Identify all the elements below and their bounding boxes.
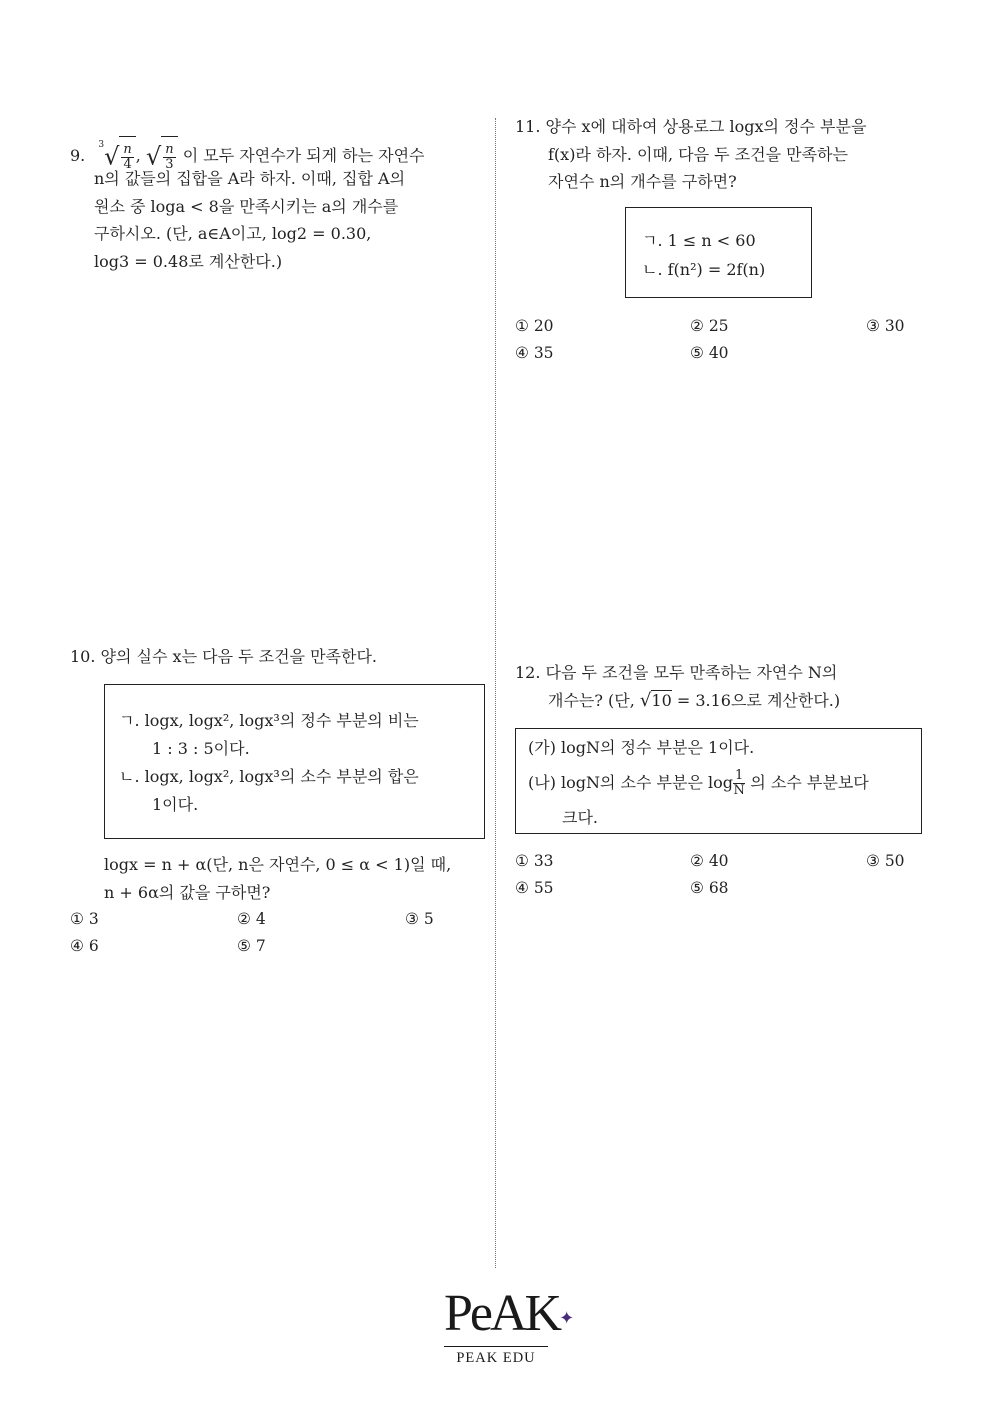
- q9-line2: n의 값들의 집합을 A라 하자. 이때, 집합 A의: [94, 169, 406, 188]
- q9-number: 9.: [70, 146, 86, 165]
- q11-choice-3[interactable]: ③ 30: [866, 317, 905, 335]
- q12-choice-4[interactable]: ④ 55: [515, 879, 554, 897]
- q9-frac2-den: 3: [165, 157, 174, 172]
- q10-cond-b-1: ㄴ. logx, logx², logx³의 소수 부분의 합은: [119, 767, 419, 786]
- q12-cond-b-2: 크다.: [562, 808, 598, 827]
- q10-follow-2: n + 6α의 값을 구하면?: [104, 882, 271, 902]
- question-11: [515, 113, 935, 196]
- column-divider: [495, 118, 496, 1268]
- q11-cond-a: ㄱ. 1 ≤ n < 60: [642, 231, 756, 250]
- q12-choice-1[interactable]: ① 33: [515, 852, 554, 870]
- q12-line2-post: = 3.16으로 계산한다.): [676, 690, 841, 710]
- peak-edu-logo: [444, 1282, 572, 1372]
- q9-line1: 이 모두 자연수가 되게 하는 자연수: [182, 146, 425, 165]
- q10-cond-a-1: ㄱ. logx, logx², logx³의 정수 부분의 비는: [119, 711, 419, 730]
- q11-choice-1[interactable]: ① 20: [515, 317, 554, 335]
- q12-choice-2[interactable]: ② 40: [690, 852, 729, 870]
- q11-choice-2[interactable]: ② 25: [690, 317, 729, 335]
- q11-condition-box: [625, 207, 812, 298]
- q9-line3: 원소 중 loga < 8을 만족시키는 a의 개수를: [94, 196, 399, 216]
- q9-line4: 구하시오. (단, a∈A이고, log2 = 0.30,: [94, 224, 372, 243]
- q10-choice-1[interactable]: ① 3: [70, 910, 99, 928]
- q10-condition-box: [104, 684, 485, 839]
- q9-root-index: 3: [98, 140, 105, 150]
- q10-choice-3[interactable]: ③ 5: [405, 910, 434, 928]
- q12-cond-a: (가) logN의 정수 부분은 1이다.: [528, 738, 755, 757]
- q12-choice-3[interactable]: ③ 50: [866, 852, 905, 870]
- q11-line3: 자연수 n의 개수를 구하면?: [548, 172, 737, 191]
- q12-line2-pre: 개수는? (단,: [548, 690, 635, 710]
- q9-frac2-num: n: [165, 142, 174, 157]
- q12-choice-5[interactable]: ⑤ 68: [690, 879, 729, 897]
- q12-radicand: 10: [651, 690, 672, 710]
- q9-frac1-num: n: [123, 142, 132, 157]
- q12-frac-num: 1: [735, 768, 744, 783]
- q11-choice-5[interactable]: ⑤ 40: [690, 344, 729, 362]
- radical-sign-icon: √: [104, 142, 120, 171]
- q10-cond-a-2: 1 : 3 : 5이다.: [152, 739, 250, 758]
- q9-line5: log3 = 0.48로 계산한다.): [94, 251, 283, 271]
- radical-sign-icon: √: [639, 689, 652, 711]
- q12-frac-den: N: [733, 783, 745, 798]
- q10-choice-2[interactable]: ② 4: [237, 910, 266, 928]
- radical-sign-icon: √: [145, 142, 162, 171]
- q12-condition-box: [515, 728, 922, 834]
- q11-cond-b: ㄴ. f(n²) = 2f(n): [642, 260, 766, 279]
- logo-mark-text: PeAK: [444, 1285, 560, 1342]
- q11-number: 11.: [515, 117, 541, 136]
- question-12: [515, 659, 935, 714]
- logo-text: PEAK EDU: [444, 1346, 548, 1367]
- q11-line1: 양수 x에 대하여 상용로그 logx의 정수 부분을: [545, 117, 867, 136]
- q10-choice-5[interactable]: ⑤ 7: [237, 937, 266, 955]
- q10-cond-b-2: 1이다.: [152, 795, 199, 814]
- q10-choice-4[interactable]: ④ 6: [70, 937, 99, 955]
- logo-mark: [444, 1282, 572, 1346]
- q11-choice-4[interactable]: ④ 35: [515, 344, 554, 362]
- q12-cond-b-post: 의 소수 부분보다: [750, 773, 869, 792]
- q12-cond-b-pre: (나) logN의 소수 부분은 log: [528, 773, 734, 792]
- question-10: [70, 643, 480, 671]
- q12-line1: 다음 두 조건을 모두 만족하는 자연수 N의: [545, 663, 838, 682]
- star-icon: ✦: [559, 1308, 572, 1329]
- q10-number: 10.: [70, 647, 96, 666]
- q9-frac1-den: 4: [123, 157, 132, 172]
- q10-followup: [104, 851, 484, 906]
- q11-line2: f(x)라 하자. 이때, 다음 두 조건을 만족하는: [548, 144, 848, 164]
- question-9: 9. $^3$√ $\frac{n}{4}$ , √ $\frac{n}{3}$ 이 모두 자연수가 되게 하는 자연수 n의 값들의 집합을 A라 하자. 이때, 집합 A의 원소 중 loga < 8을 만족시키는 a의 개수를 구하시오. (단, a∈A이고, log2 = 0.30, log3 = 0.48로 계산한다.): [70, 125, 470, 275]
- q10-stem: 양의 실수 x는 다음 두 조건을 만족한다.: [100, 647, 378, 666]
- q12-number: 12.: [515, 663, 541, 682]
- q10-follow-1: logx = n + α(단, n은 자연수, 0 ≤ α < 1)일 때,: [104, 855, 452, 874]
